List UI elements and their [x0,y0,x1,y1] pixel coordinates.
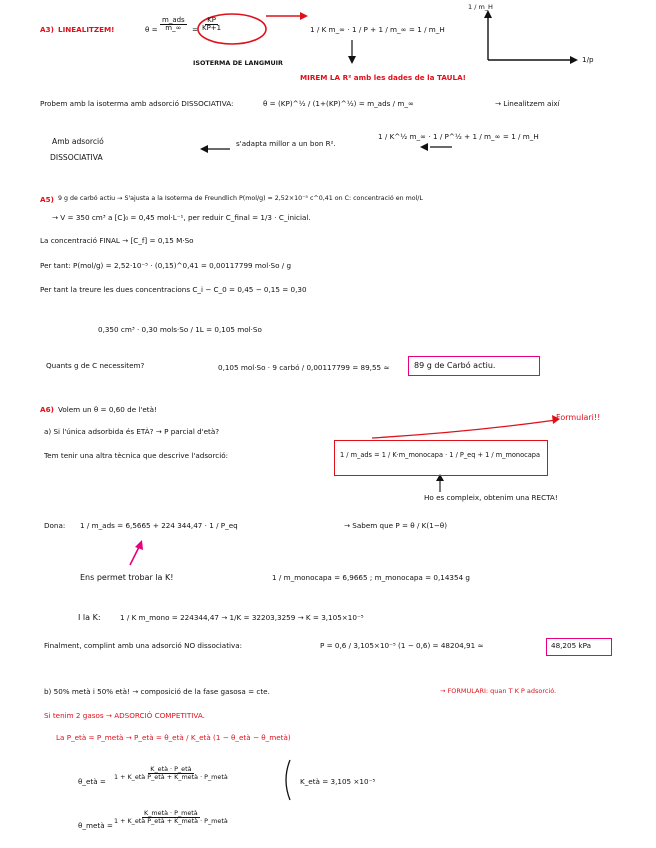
diss-left1: Amb adsorció [52,137,104,146]
theta-eta-lhs: θ_età = [78,777,106,786]
theta-meta-frac: K_metà · P_metà 1 + K_età P_età + K_metà · P_metà [114,809,228,825]
formulari-arrow [372,420,556,438]
a3-title: LINEALITZEM! [58,25,115,34]
a3-linear-eq: 1 / K m_∞ · 1 / P + 1 / m_∞ = 1 / m_H [310,25,445,34]
a6-dona-label: Dona: [44,521,66,530]
k-eta-value: K_età = 3,105 ×10⁻⁵ [300,777,376,786]
formulari-note: Formulari!! [556,413,601,422]
a6-ik-eq: 1 / K m_mono = 224344,47 → 1/K = 32203,3259 → K = 3,105×10⁻⁵ [120,613,364,622]
b-la-line: La P_età = P_metà → P_età = θ_età / K_età (1 − θ_età − θ_metà) [56,733,291,742]
langmuir-label: ISOTERMA DE LANGMUIR [193,59,283,67]
a6-tenim: Tem tenir una altra tècnica que descrive l'adsorció: [44,451,229,460]
a5-calc2: 0,105 mol·So · 9 carbó / 0,00117799 = 89,55 ≃ [218,363,390,372]
a5-label: A5) [40,195,54,204]
a5-line5: Per tant la treure les dues concentracions C_i − C_0 = 0,45 − 0,15 = 0,30 [40,285,307,294]
a6-final-eq: P = 0,6 / 3,105×10⁻⁵ (1 − 0,6) = 48204,91 ≃ [320,641,484,650]
a3-line2-tail: → Linealitzem així [495,99,560,108]
a3-line2-eq: θ = (KP)^½ / (1+(KP)^½) = m_ads / m_∞ [263,99,414,108]
a6-title: Volem un θ = 0,60 de l'età! [58,405,157,414]
a6-final-result: 48,205 kPa [551,641,592,650]
a3-frac-kp: $\frac{KP}{KP+1}$ [202,16,222,33]
a6-ik-label: I la K: [78,613,101,622]
a6-permet: Ens permet trobar la K! [80,573,174,582]
a6-final-text: Finalment, complint amb una adsorció NO dissociativa: [44,641,243,650]
a5-calc1: 0,350 cm³ · 0,30 mols·So / 1L = 0,105 mol·So [98,325,262,334]
plot-x-label: 1/p [582,55,594,64]
diss-eq: 1 / K^½ m_∞ · 1 / P^½ + 1 / m_∞ = 1 / m_H [378,132,539,141]
a3-theta: θ = [145,25,158,34]
theta-eta-frac: K_età · P_età 1 + K_età P_età + K_metà · P_metà [114,765,228,781]
a6-dona-eq: 1 / m_ads = 6,5665 + 224 344,47 · 1 / P_eq [80,521,238,530]
diss-left2: DISSOCIATIVA [50,153,103,162]
a5-line4: Per tant: P(mol/g) = 2,52·10⁻⁵ · (0,15)^0,41 = 0,00117799 mol·So / g [40,261,292,270]
a6-permet-eq: 1 / m_monocapa = 6,9665 ; m_monocapa = 0,14354 g [272,573,470,582]
a3-line2-text: Probem amb la isoterma amb adsorció DISSOCIATIVA: [40,99,234,108]
a5-question: Quants g de C necessitem? [46,361,145,370]
a3-label: A3) [40,25,54,34]
b-tenim: Si tenim 2 gasos → ADSORCIÓ COMPETITIVA. [44,711,205,720]
r2-note: MIREM LA R² amb les dades de la TAULA! [300,73,466,82]
diss-mid: s'adapta millor a un bon R². [236,139,336,148]
a6-recta: Ho es compleix, obtenim una RECTA! [424,493,558,502]
a3-frac-mads: m_ads m_∞ [162,16,185,33]
a6-box-eq: 1 / m_ads = 1 / K·m_monocapa · 1 / P_eq + 1 / m_monocapa [340,451,541,459]
b-line: b) 50% metà i 50% età! → composició de la fase gasosa = cte. [44,687,270,696]
a5-line3: La concentració FINAL → [C_f] = 0,15 M·So [40,236,194,245]
red-arrowhead [300,12,308,20]
theta-meta-lhs: θ_metà = [78,821,113,830]
notes-page: A3) LINEALITZEM! θ = m_ads m_∞ = $\frac{KP}{KP+1}$ 1 / K m_∞ · 1 / P + 1 / m_∞ = 1 / m_H ISOTERMA DE LANGMUIR MIREM LA R² amb les dades de la TAULA! 1 / m_H 1/p Probem amb la isoterma amb adsorció DISSOCIATIVA: θ = (KP)^½ / (1+(KP)^½) = m_ads / m_∞ → Linealitzem així Amb adsorció DISSOCIATIVA s'adapta millor a un bon R². 1 / K^½ m_∞ · 1 / P^½ + 1 / m_∞ = 1 / m_H A5) 9 g de carbó actiu → S'ajusta a la Isoterma de Freundlich P(mol/g) = 2,52×10⁻⁵ c^0,41 on C: concentració en mol/L → V = 350 cm³ a [C]₀ = 0,45 mol·L⁻¹, per reduir C_final = 1/3 · C_inicial. La concentració FINAL → [C_f] = 0,15 M·So Per tant: P(mol/g) = 2,52·10⁻⁵ · (0,15)^0,41 = 0,00117799 mol·So / g Per tant la treure les dues concentracions C_i − C_0 = 0,45 − 0,15 = 0,30 0,350 cm³ · 0,30 mols·So / 1L = 0,105 mol·So Quants g de C necessitem? 0,105 mol·So · 9 carbó / 0,00117799 = 89,55 ≃ 89 g de Carbó actiu. A6) Volem un θ = 0,60 de l'età! a) Si l'única adsorbida és ETÀ? → P parcial d'età? Formulari!! Tem tenir una altra tècnica que descrive l'adsorció: 1 / m_ads = 1 / K·m_monocapa · 1 / P_eq + 1 / m_monocapa Ho es compleix, obtenim una RECTA! Dona: 1 / m_ads = 6,5665 + 224 344,47 · 1 / P_eq → Sabem que P = θ / K(1−θ) Ens permet trobar la K! 1 / m_monocapa = 6,9665 ; m_monocapa = 0,14354 g I la K: 1 / K m_mono = 224344,47 → 1/K = 32203,3259 → K = 3,105×10⁻⁵ Finalment, complint amb una adsorció NO dissociativa: P = 0,6 / 3,105×10⁻⁵ (1 − 0,6) = 48204,91 ≃ 48,205 kPa b) 50% metà i 50% età! → composició de la fase gasosa = cte. → FORMULARI: quan T K P adsorció. Si tenim 2 gasos → ADSORCIÓ COMPETITIVA. La P_età = P_metà → P_età = θ_età / K_età (1 − θ_età − θ_metà) θ_età = K_età · P_età 1 + K_età P_età + K_metà · P_metà K_età = 3,105 ×10⁻⁵ θ_metà = K_metà · P_metà 1 + K_età P_età + K_metà · P_metà [0,0,656,848]
a6-qa: a) Si l'única adsorbida és ETÀ? → P parcial d'età? [44,427,220,436]
plot-y-label: 1 / m_H [468,3,493,11]
a5-line1: 9 g de carbó actiu → S'ajusta a la Isoterma de Freundlich P(mol/g) = 2,52×10⁻⁵ c^0,41 on C: concentració en mol/L [58,195,423,202]
a5-result: 89 g de Carbó actiu. [414,361,496,370]
a5-line2: → V = 350 cm³ a [C]₀ = 0,45 mol·L⁻¹, per reduir C_final = 1/3 · C_inicial. [52,213,311,222]
b-formulari: → FORMULARI: quan T K P adsorció. [440,687,557,695]
a6-sabem: → Sabem que P = θ / K(1−θ) [344,521,447,530]
a6-label: A6) [40,405,54,414]
